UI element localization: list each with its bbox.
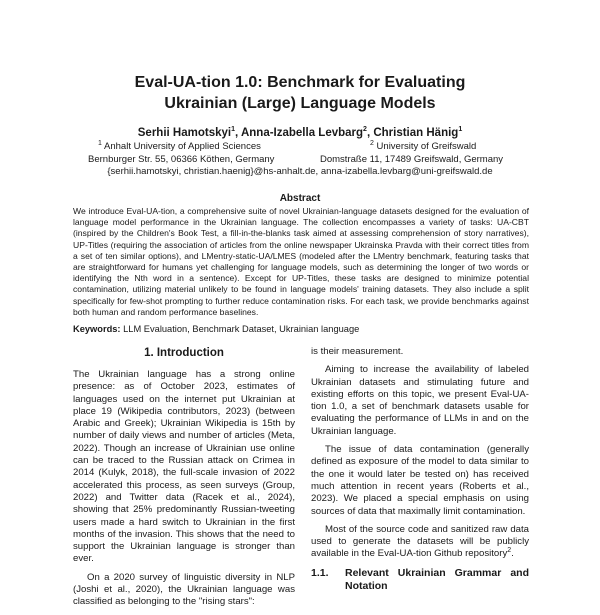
keywords	[73, 324, 529, 334]
subsection-number: 1.1.	[311, 566, 329, 579]
author-emails: {serhii.hamotskyi, christian.haenig}@hs-anhalt.de, anna-izabella.levbarg@uni-greifswald.de	[107, 166, 493, 177]
affiliation-university: Anhalt University of Applied Sciences	[104, 141, 261, 152]
affiliation-address: Bernburger Str. 55, 06366 Köthen, Germany	[88, 154, 275, 165]
author-name: Anna-Izabella Levbarg	[240, 127, 364, 139]
title-line-1: Eval-UA-tion 1.0: Benchmark for Evaluating	[134, 74, 466, 91]
body-paragraph	[311, 524, 529, 561]
subsection-title: Relevant Ukrainian Grammar and Notation	[345, 566, 529, 592]
section-heading-introduction: 1. Introduction	[144, 347, 224, 359]
subsection-heading	[311, 567, 529, 593]
affiliation-mark: 1	[98, 139, 102, 147]
author-affiliation-mark: 1	[458, 126, 463, 134]
author-affiliation-mark: 2	[363, 126, 367, 134]
abstract-heading: Abstract	[279, 193, 321, 204]
affiliation-mark: 2	[370, 139, 374, 147]
body-paragraph: is their measurement.	[311, 346, 404, 357]
body-paragraph: The Ukrainian language has a strong online presence: as of October 2023, estimates of languages used on the internet put Ukrainian at place 19 (Wikipedia contributors, 2023) (between Arabic and Greek); Ukrainian Wikipedia is 15th by number of daily views and number of articles (Meta, 2022). Though an increase of Ukrainian use online can be traced to the Russian attack on Crimea in 2014 (Kulyk, 2018), the full-scale invasion of 2022 accelerated this process, as seen surveys (Group, 2022) and Twitter data (Racek et al., 2024), showing that 25% predominantly Russian-tweeting users made a hard switch to Ukrainian in the first months of the invasion. This shows that the need to support the Ukrainian language is stronger than ever.	[73, 369, 295, 565]
author-name: Serhii Hamotskyi	[137, 127, 232, 139]
sentence-end: .	[511, 548, 514, 560]
title-line-2: Ukrainian (Large) Language Models	[164, 95, 436, 112]
affiliation-university: University of Greifswald	[376, 141, 477, 152]
keywords-list: LLM Evaluation, Benchmark Dataset, Ukrainian language	[123, 324, 360, 334]
body-paragraph-text: Most of the source code and sanitized raw data used to generate the datasets will be publicly available in the Eval-UA-tion Github repository	[311, 523, 529, 560]
keywords-label: Keywords:	[73, 324, 121, 334]
affiliation-2	[320, 140, 530, 166]
footnote-mark: 2	[507, 547, 512, 555]
abstract-text: We introduce Eval-UA-tion, a comprehensive suite of novel Ukrainian-language datasets designed for the evaluation of language model performance in the Ukrainian language. The collection encompasses a variety of tasks: UA-CBT (inspired by the Children's Book Test, a fill-in-the-blanks task aimed at assessing comprehension of story narratives), UP-Titles (requiring the association of articles from the online newspaper Ukrainska Pravda with their correct titles from a set of ten similar options), and LMentry-static-UA/LMES (modeled after the LMentry benchmark, featuring tasks that are straightforward for humans yet challenging for language models, such as determining the longer of two words or identifying the Nth word in a sentence). Except for UP-Titles, these tasks are designed to minimize potential contamination, utilizing material unlikely to be found in language models' training datasets. They also include a split specifically for few-shot prompting to further reduce contamination risks. For each task, we provide benchmarks against both human and random performance baselines.	[73, 206, 529, 317]
body-paragraph: Aiming to increase the availability of labeled Ukrainian datasets and stimulating future and existing efforts on this topic, we present Eval-UA-tion 1.0, a set of benchmark datasets usable for evaluating the performance of LLMs in and on the Ukrainian language.	[311, 364, 529, 437]
right-column	[311, 346, 529, 593]
author-list: Serhii Hamotskyi$^1$, Anna-Izabella Levbarg$^2$, Christian Hänig$^1$	[137, 126, 463, 139]
author-affiliation-mark: 1	[231, 126, 235, 134]
author-name: Christian Hänig	[373, 127, 459, 139]
body-paragraph: The issue of data contamination (generally defined as exposure of the model to data similar to the one it would later be tested on) has received much attention in recent years (Roberts et al., 2023). We placed a special emphasis on using sources of data that maximally limit contamination.	[311, 444, 529, 517]
affiliation-address: Domstraße 11, 17489 Greifswald, Germany	[320, 154, 504, 165]
paper-title	[0, 72, 600, 114]
affiliation-1	[88, 140, 298, 166]
body-paragraph: On a 2020 survey of linguistic diversity in NLP (Joshi et al., 2020), the Ukrainian language was classified as belonging to the "rising stars":	[73, 571, 295, 608]
left-column	[73, 346, 295, 615]
